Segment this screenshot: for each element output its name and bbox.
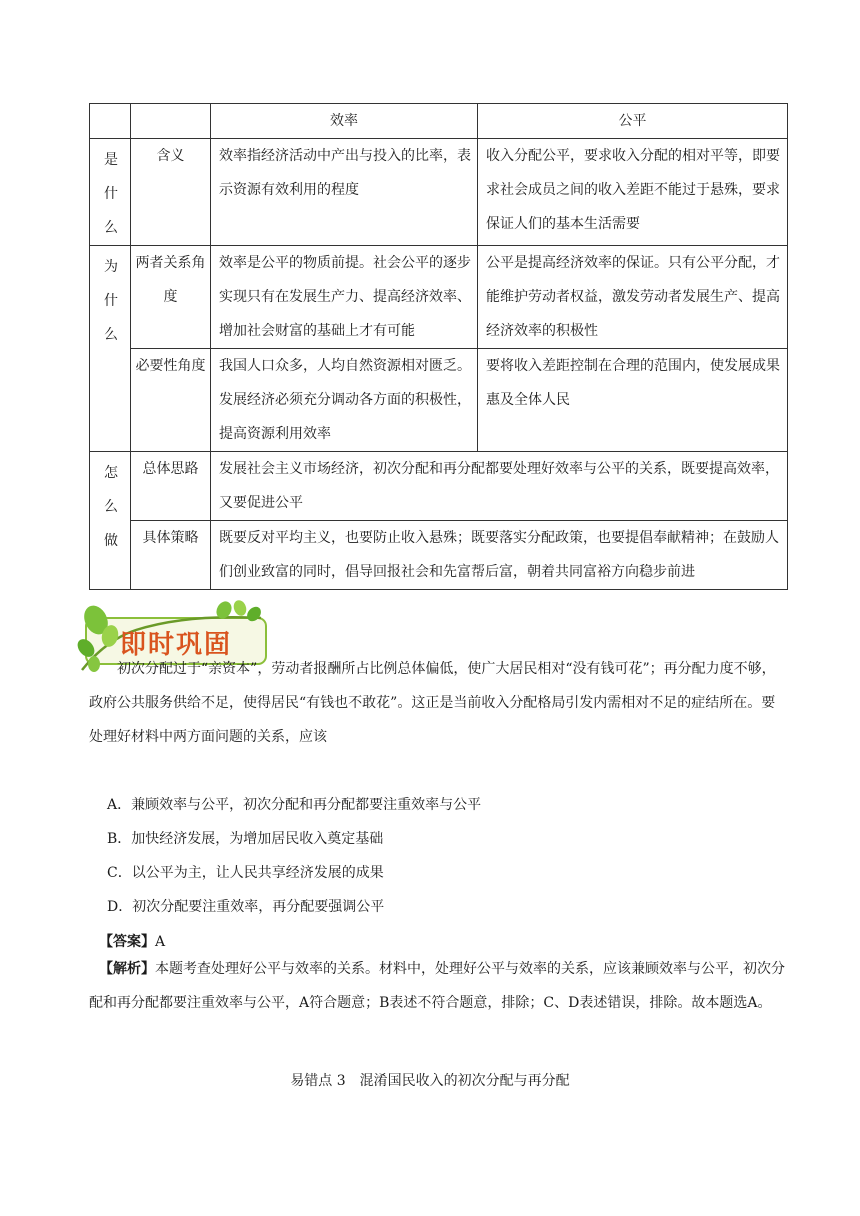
cell-necessity-fairness: 要将收入差距控制在合理的范围内，使发展成果惠及全体人民 bbox=[478, 349, 788, 452]
row-label-meaning: 含义 bbox=[131, 139, 211, 246]
row-label-necessity: 必要性角度 bbox=[131, 349, 211, 452]
table-header-row bbox=[90, 104, 788, 139]
cell-relation-efficiency: 效率是公平的物质前提。社会公平的逐步实现只有在发展生产力、提高经济效率、增加社会财富的基础上才有可能 bbox=[211, 246, 478, 349]
cell-necessity-efficiency: 我国人口众多，人均自然资源相对匮乏。发展经济必须充分调动各方面的积极性，提高资源利用效率 bbox=[211, 349, 478, 452]
table-row-meaning bbox=[90, 139, 788, 246]
explanation-text: 本题考查处理好公平与效率的关系。材料中，处理好公平与效率的关系，应该兼顾效率与公平，初次分配和再分配都要注重效率与公平，A符合题意；B表述不符合题意，排除；C、D表述错误，排除。故本题选A。 bbox=[89, 961, 785, 1011]
cell-relation-fairness: 公平是提高经济效率的保证。只有公平分配，才能维护劳动者权益，激发劳动者发展生产、提高经济效率的积极性 bbox=[478, 246, 788, 349]
cell-strategy-text: 既要反对平均主义，也要防止收入悬殊；既要落实分配政策，也要提倡奉献精神；在鼓励人们创业致富的同时，倡导回报社会和先富帮后富，朝着共同富裕方向稳步前进 bbox=[211, 521, 788, 590]
cell-meaning-efficiency: 效率指经济活动中产出与投入的比率，表示资源有效利用的程度 bbox=[211, 139, 478, 246]
option-a: A．兼顾效率与公平，初次分配和再分配都要注重效率与公平 bbox=[107, 797, 482, 813]
answer-line bbox=[99, 931, 165, 951]
section-heading: 易错点 3 混淆国民收入的初次分配与再分配 bbox=[290, 1073, 570, 1089]
table-row-necessity bbox=[90, 349, 788, 452]
header-empty-cell bbox=[131, 104, 211, 139]
header-fairness: 公平 bbox=[478, 104, 788, 139]
row-label-overall: 总体思路 bbox=[131, 452, 211, 521]
group-label-what: 是 什 么 bbox=[90, 139, 131, 246]
banner-text: 即时巩固 bbox=[120, 630, 233, 660]
row-label-strategy: 具体策略 bbox=[131, 521, 211, 590]
option-c: C．以公平为主，让人民共享经济发展的成果 bbox=[107, 865, 384, 881]
table-row-overall bbox=[90, 452, 788, 521]
group-label-how: 怎 么 做 bbox=[90, 452, 131, 590]
explanation-label: 【解析】 bbox=[99, 961, 155, 977]
question-stem: 初次分配过于“亲资本”，劳动者报酬所占比例总体偏低，使广大居民相对“没有钱可花”；再分配力度不够，政府公共服务供给不足，使得居民“有钱也不敢花”。这正是当前收入分配格局引发内需相对不足的症结所在。要处理好材料中两方面问题的关系，应该 bbox=[89, 661, 776, 745]
header-empty-cell bbox=[90, 104, 131, 139]
comparison-table bbox=[89, 103, 788, 590]
cell-overall-text: 发展社会主义市场经济，初次分配和再分配都要处理好效率与公平的关系，既要提高效率，又要促进公平 bbox=[211, 452, 788, 521]
option-d: D．初次分配要注重效率，再分配要强调公平 bbox=[107, 899, 385, 915]
cell-meaning-fairness: 收入分配公平，要求收入分配的相对平等，即要求社会成员之间的收入差距不能过于悬殊，要求保证人们的基本生活需要 bbox=[478, 139, 788, 246]
group-label-why: 为 什 么 bbox=[90, 246, 131, 452]
header-efficiency: 效率 bbox=[211, 104, 478, 139]
explanation bbox=[89, 952, 789, 1020]
answer-label: 【答案】 bbox=[99, 934, 155, 950]
option-b: B．加快经济发展，为增加居民收入奠定基础 bbox=[107, 831, 384, 847]
row-label-relation: 两者关系角度 bbox=[131, 246, 211, 349]
table-row-strategy bbox=[90, 521, 788, 590]
answer-value: A bbox=[155, 934, 166, 950]
table-row-relation bbox=[90, 246, 788, 349]
